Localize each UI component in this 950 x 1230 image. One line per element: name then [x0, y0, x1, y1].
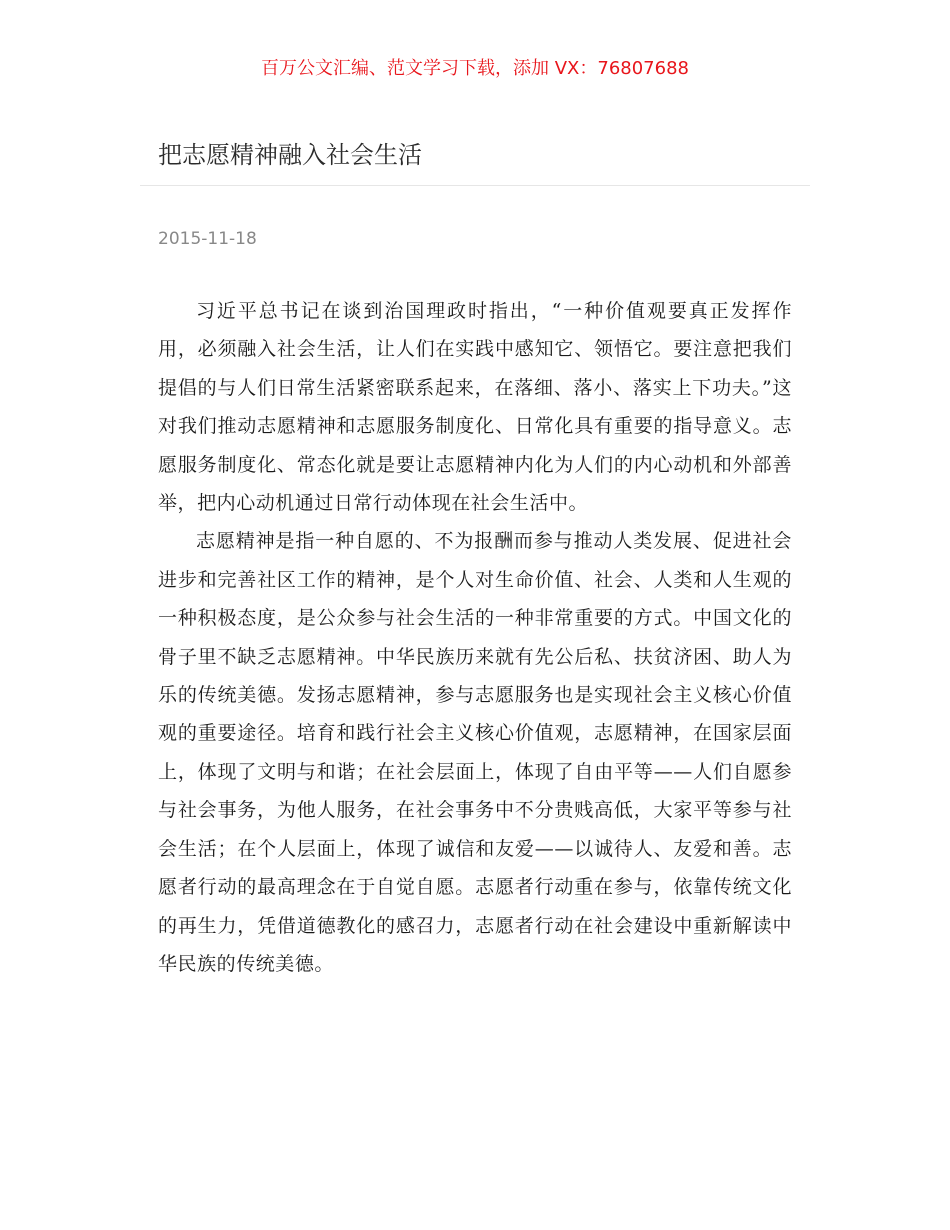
promo-banner: 百万公文汇编、范文学习下载，添加 VX：76807688: [261, 58, 689, 79]
article-paragraph: 志愿精神是指一种自愿的、不为报酬而参与推动人类发展、促进社会进步和完善社区工作的精神，是个人对生命价值、社会、人类和人生观的一种积极态度，是公众参与社会生活的一种非常重要的方式。中国文化的骨子里不缺乏志愿精神。中华民族历来就有先公后私、扶贫济困、助人为乐的传统美德。发扬志愿精神，参与志愿服务也是实现社会主义核心价值观的重要途径。培育和践行社会主义核心价值观，志愿精神，在国家层面上，体现了文明与和谐；在社会层面上，体现了自由平等——人们自愿参与社会事务，为他人服务，在社会事务中不分贵贱高低，大家平等参与社会生活；在个人层面上，体现了诚信和友爱——以诚待人、友爱和善。志愿者行动的最高理念在于自觉自愿。志愿者行动重在参与，依靠传统文化的再生力，凭借道德教化的感召力，志愿者行动在社会建设中重新解读中华民族的传统美德。: [158, 530, 792, 975]
article-date: 2015-11-18: [158, 229, 257, 249]
article-body: [158, 292, 792, 983]
title-divider: [140, 185, 810, 186]
article-paragraph: 习近平总书记在谈到治国理政时指出，“一种价值观要真正发挥作用，必须融入社会生活，让人们在实践中感知它、领悟它。要注意把我们提倡的与人们日常生活紧密联系起来，在落细、落小、落实上下功夫。”这对我们推动志愿精神和志愿服务制度化、日常化具有重要的指导意义。志愿服务制度化、常态化就是要让志愿精神内化为人们的内心动机和外部善举，把内心动机通过日常行动体现在社会生活中。: [158, 300, 792, 515]
article-title: 把志愿精神融入社会生活: [158, 141, 422, 169]
